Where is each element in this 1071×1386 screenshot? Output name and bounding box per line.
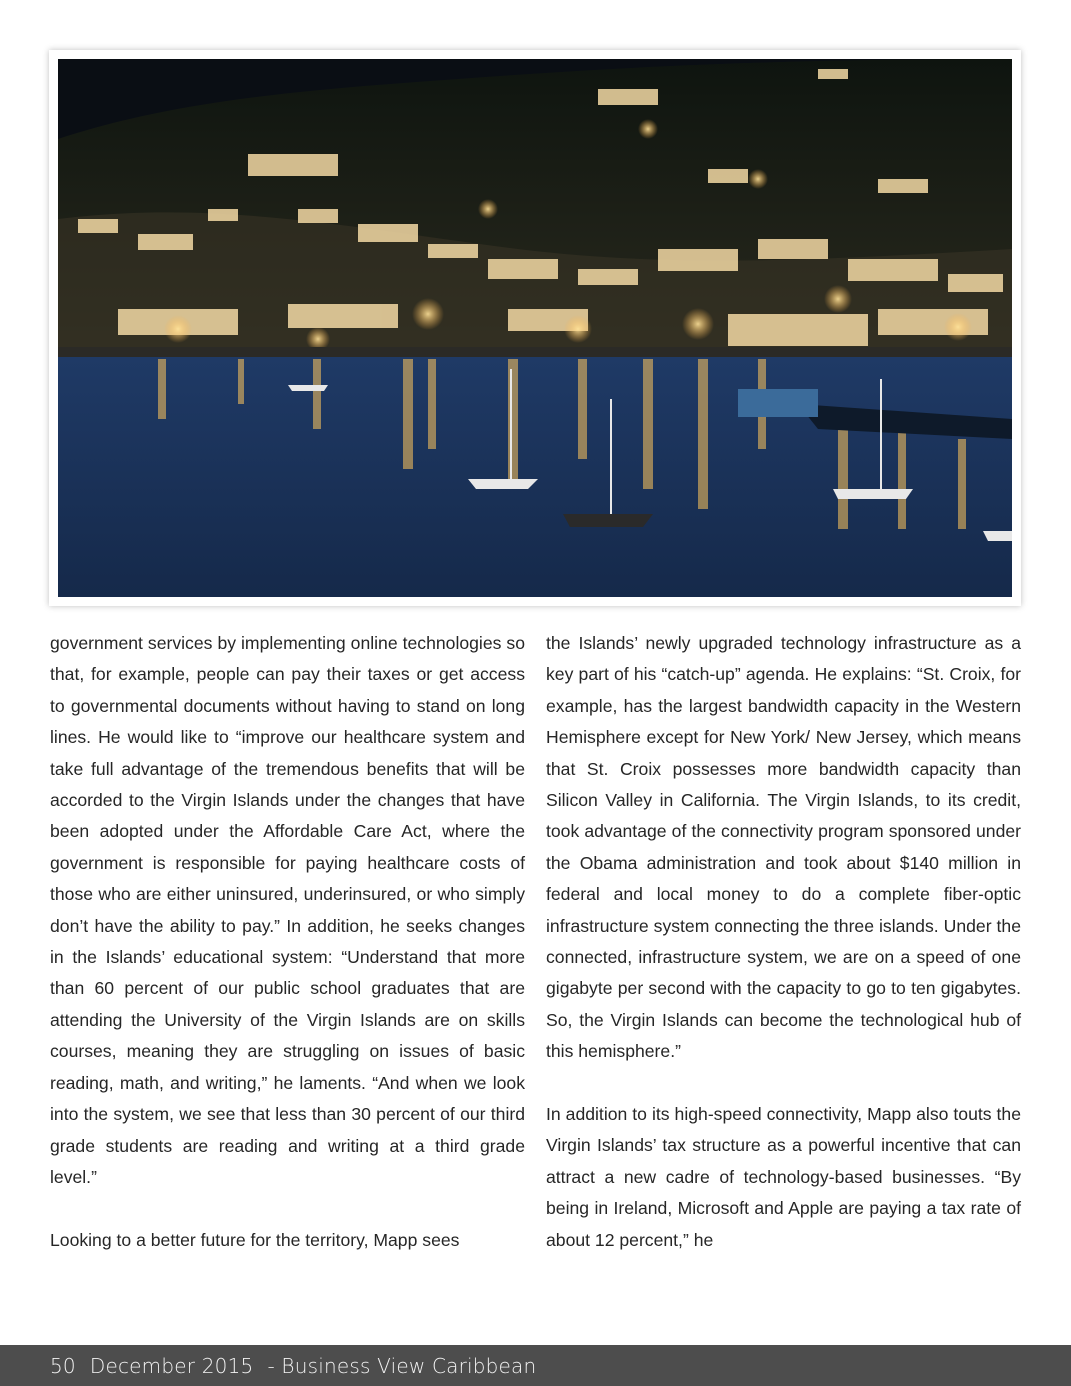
photo-frame [49,50,1021,606]
publication-name: - Business View Caribbean [267,1354,537,1378]
article-paragraph: government services by implementing online technologies so that, for example, people can pay their taxes or get access to governmental documents without having to stand on long lines. He would like to “improve our healthcare system and take full advantage of the tremendous benefits that will be accorded to the Virgin Islands under the changes that have been adopted under the Affordable Care Act, where the government is responsible for paying healthcare costs of those who are either uninsured, underinsured, or who simply don’t have the ability to pay.” In addition, he seeks changes in the Islands’ educational system: “Understand that more than 60 percent of our public school graduates that are attending the University of the Virgin Islands are on skills courses, meaning they are struggling on issues of basic reading, math, and writing,” he laments. “And when we look into the system, we see that less than 30 percent of our third grade students are reading and writing at a third grade level.” [50,633,525,1187]
article-column-left [50,628,525,1288]
page-number: 50 [50,1354,76,1378]
page-footer [0,1345,1071,1386]
article-paragraph: In addition to its high-speed connectivity, Mapp also touts the Virgin Islands’ tax structure as a powerful incentive that can attract a new cadre of technology-based businesses. “By being in Ireland, Microsoft and Apple are paying a tax rate of about 12 percent,” he [546,1104,1021,1250]
footer-text [50,1354,550,1378]
harbor-night-photo [58,59,1012,597]
issue-date: December 2015 [89,1354,254,1378]
harbor-night-illustration [58,59,1012,597]
article-column-right [546,628,1021,1288]
article-paragraph: Looking to a better future for the territory, Mapp sees [50,1229,460,1250]
article-paragraph: the Islands’ newly upgraded technology infrastructure as a key part of his “catch-up” agenda. He explains: “St. Croix, for example, has the largest bandwidth capacity in the Western Hemisphere except for New York/ New Jersey, which means that St. Croix possesses more bandwidth capacity than Silicon Valley in California. The Virgin Islands, to its credit, took advantage of the connectivity program sponsored under the Obama administration and took about $140 million in federal and local money to do a complete fiber-optic infrastructure system connecting the three islands. Under the connected, infrastructure system, we are on a speed of one gigabyte per second with the capacity to go to ten gigabytes. So, the Virgin Islands can become the technological hub of this hemisphere.” [546,633,1021,1062]
